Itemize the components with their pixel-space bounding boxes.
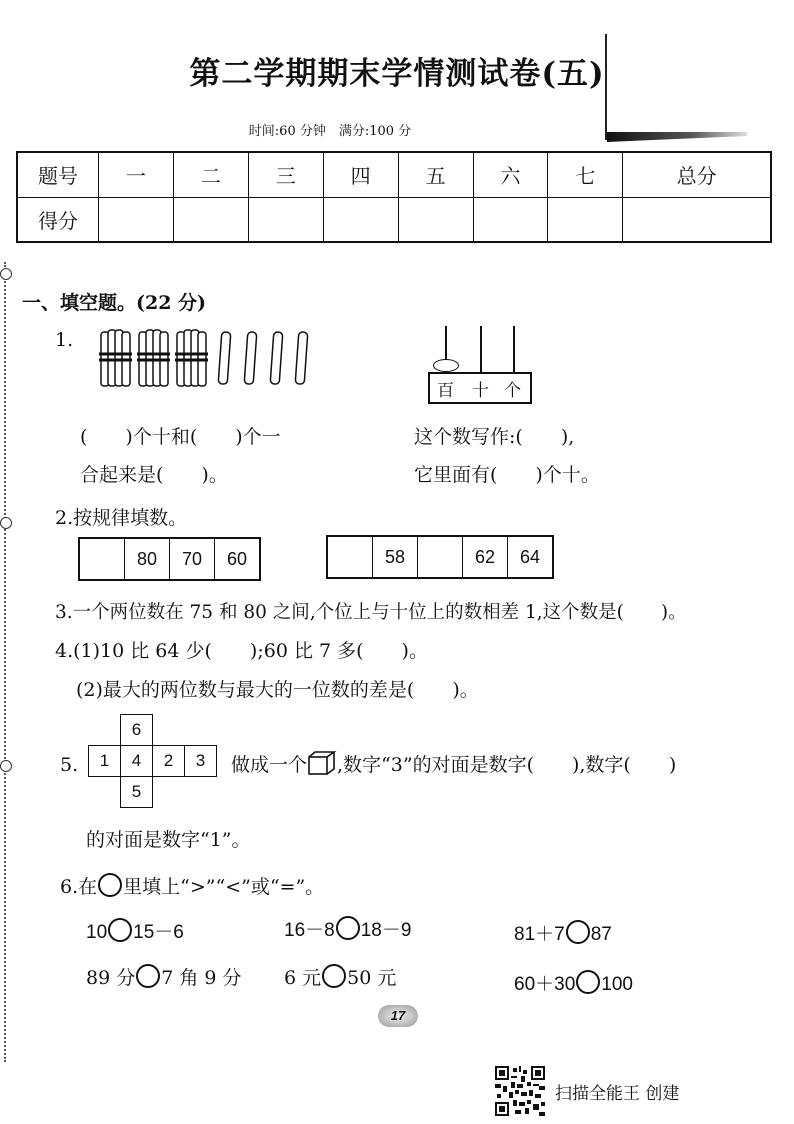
compare-right: 18－9 <box>360 920 412 941</box>
sequence-cell: 64 <box>508 536 554 578</box>
score-cell[interactable] <box>623 197 771 242</box>
q5-text-make: 做成一个 <box>231 754 308 776</box>
abacus-label: 十 <box>472 381 489 401</box>
score-cell[interactable] <box>323 197 398 242</box>
question-number: 1. <box>55 329 74 351</box>
page-title: 第二学期期末学情测试卷(五) <box>189 56 605 92</box>
score-cell[interactable] <box>248 197 323 242</box>
page-number: 17 <box>378 1005 418 1027</box>
question-4-part1: 4.(1)10 比 64 少( );60 比 7 多( )。 <box>55 640 428 662</box>
stick-bundle-icon <box>175 330 208 386</box>
compare-item <box>284 963 396 990</box>
score-table-row-label: 得分 <box>17 197 99 242</box>
score-table-column: 七 <box>548 152 623 197</box>
compare-item <box>514 969 633 996</box>
cube-net <box>88 714 217 808</box>
compare-right: 100 <box>601 974 633 995</box>
sequence-cell[interactable] <box>418 536 463 578</box>
section-heading: 一、填空题。(22 分) <box>22 292 207 314</box>
sticks-bundles-illustration <box>96 324 328 390</box>
sequence-cell[interactable] <box>327 536 373 578</box>
single-stick-icon <box>244 332 257 385</box>
abacus-bead-icon <box>433 359 459 372</box>
compare-circle-input[interactable] <box>108 918 132 942</box>
net-face: 2 <box>153 746 185 777</box>
score-table <box>16 151 772 243</box>
compare-item <box>514 919 612 946</box>
compare-right: 50 元 <box>347 967 397 989</box>
net-face: 4 <box>121 746 153 777</box>
score-table-row-label: 题号 <box>17 152 99 197</box>
score-table-column: 一 <box>99 152 174 197</box>
compare-item <box>284 915 411 942</box>
stick-bundle-icon <box>99 330 132 386</box>
question-3: 3.一个两位数在 75 和 80 之间,个位上与十位上的数相差 1,这个数是( )。 <box>55 602 687 623</box>
score-table-column: 总分 <box>623 152 771 197</box>
compare-circle-input[interactable] <box>136 964 160 988</box>
sequence-cell: 70 <box>170 538 215 580</box>
sequence-cell: 62 <box>463 536 508 578</box>
abacus-label: 个 <box>504 381 521 401</box>
score-cell[interactable] <box>173 197 248 242</box>
score-cell[interactable] <box>398 197 473 242</box>
score-table-column: 四 <box>323 152 398 197</box>
net-face: 6 <box>121 715 153 746</box>
net-face: 5 <box>121 777 153 808</box>
q1-text-combined: 合起来是( )。 <box>80 464 228 486</box>
number-sequence-1 <box>78 537 261 581</box>
question-2-prompt: 2.按规律填数。 <box>55 507 188 529</box>
compare-circle-input[interactable] <box>322 964 346 988</box>
single-stick-icon <box>270 332 283 385</box>
score-table-column: 六 <box>473 152 548 197</box>
question-6-prompt <box>60 872 324 899</box>
compare-left: 81＋7 <box>514 924 565 945</box>
number-sequence-2 <box>326 535 554 579</box>
compare-left: 10 <box>86 922 108 943</box>
single-stick-icon <box>218 332 231 385</box>
binding-hole-icon <box>0 760 12 772</box>
exam-info: 时间:60 分钟 满分:100 分 <box>248 124 412 139</box>
qr-code-icon <box>495 1066 545 1116</box>
score-table-score-row <box>17 197 771 242</box>
sequence-cell: 58 <box>373 536 418 578</box>
question-number: 5. <box>60 754 79 776</box>
compare-item <box>86 963 242 990</box>
q6-prefix: 6.在 <box>60 876 98 898</box>
binding-margin-line <box>4 262 6 1062</box>
compare-left: 6 元 <box>284 967 322 989</box>
score-table-header-row <box>17 152 771 197</box>
score-cell[interactable] <box>99 197 174 242</box>
compare-circle-input[interactable] <box>566 920 590 944</box>
question-5-line2: 的对面是数字“1”。 <box>86 829 251 851</box>
compare-circle-icon <box>98 873 122 897</box>
abacus-label: 百 <box>437 381 454 401</box>
abacus-rod-tens <box>480 326 482 372</box>
compare-circle-input[interactable] <box>336 916 360 940</box>
question-5-text <box>231 750 676 777</box>
score-cell[interactable] <box>548 197 623 242</box>
q6-suffix: 里填上“>”“<”或“=”。 <box>123 876 325 898</box>
q1-text-tens-ones: ( )个十和( )个一 <box>80 426 281 448</box>
binding-hole-icon <box>0 268 12 280</box>
compare-right: 15－6 <box>133 922 184 943</box>
score-cell[interactable] <box>473 197 548 242</box>
q1-text-tens-count: 它里面有( )个十。 <box>414 464 600 486</box>
net-face: 1 <box>89 746 121 777</box>
question-4-part2: (2)最大的两位数与最大的一位数的差是( )。 <box>76 679 479 701</box>
stick-bundle-icon <box>137 330 170 386</box>
q5-text-opposite: ,数字“3”的对面是数字( ),数字( ) <box>337 754 677 776</box>
binding-hole-icon <box>0 517 12 529</box>
compare-left: 16－8 <box>284 920 335 941</box>
abacus-rod-ones <box>513 326 515 372</box>
compare-left: 89 分 <box>86 967 136 989</box>
compare-item <box>86 917 184 944</box>
score-table-column: 五 <box>398 152 473 197</box>
compare-right: 87 <box>590 924 612 945</box>
score-table-column: 三 <box>248 152 323 197</box>
scanner-watermark: 扫描全能王 创建 <box>555 1084 680 1104</box>
compare-right: 7 角 9 分 <box>161 967 242 989</box>
q1-text-write-number: 这个数写作:( ), <box>414 426 575 448</box>
sequence-cell: 80 <box>125 538 170 580</box>
net-face: 3 <box>185 746 217 777</box>
compare-left: 60＋30 <box>514 974 576 995</box>
sequence-cell: 60 <box>215 538 261 580</box>
single-stick-icon <box>295 332 308 385</box>
cube-icon <box>307 750 337 776</box>
score-table-column: 二 <box>173 152 248 197</box>
compare-circle-input[interactable] <box>576 970 600 994</box>
sequence-cell[interactable] <box>79 538 125 580</box>
